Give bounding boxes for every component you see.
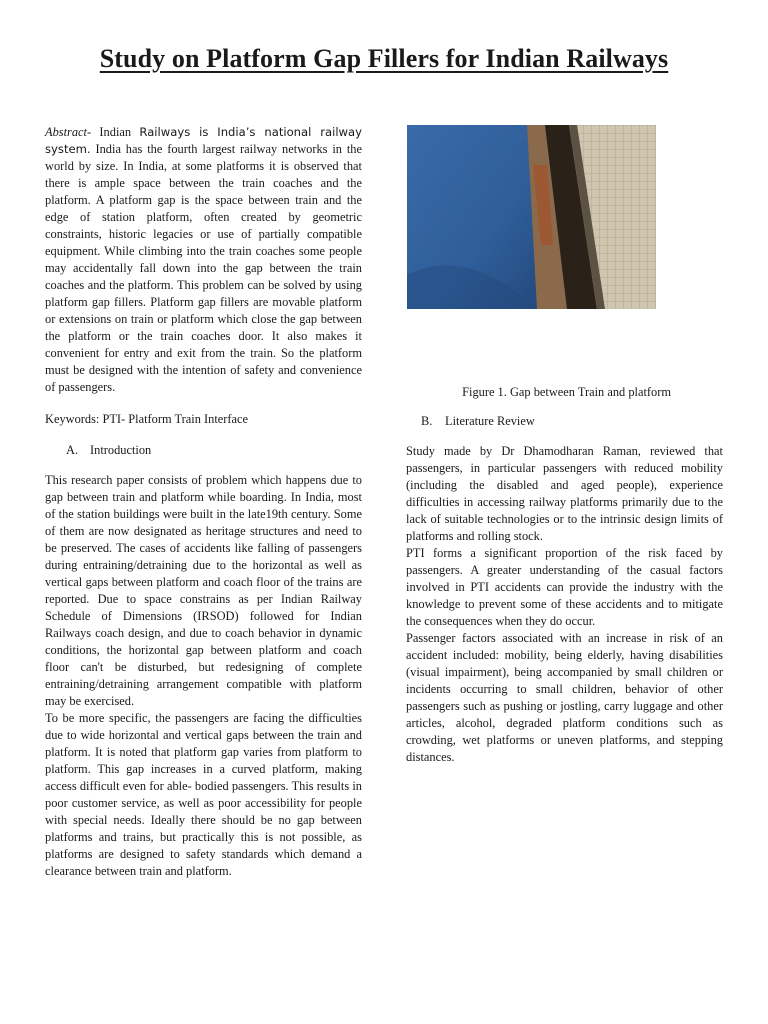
abstract-label: Abstract [45, 125, 87, 139]
left-column [45, 124, 362, 880]
section-a-title: Introduction [90, 443, 152, 457]
figure-1-image [407, 125, 656, 309]
paper-title: Study on Platform Gap Fillers for Indian Railways [99, 44, 669, 73]
keywords: Keywords: PTI- Platform Train Interface [45, 412, 249, 426]
intro-paragraph-1: This research paper consists of problem which happens due to gap between train and platform while boarding. In India, most of the station buildings were built in the late19th century. Some of them are now designated as heritage structures and need to be preserved. The cases of accidents like falling of passengers during entraining/detraining due to the horizontal as well as vertical gaps between platform and coach floor of the trains are reported. Due to space constrains as per Indian Railway Schedule of Dimensions (IRSOD) followed for Indian Railways coach design, and due to coach behavior in dynamic conditions, the horizontal gap between platform and coach floor can't be disturbed, but redesigning of complete entraining/detraining arrangement compatible with platform may be exercised. [45, 473, 362, 708]
intro-paragraph-2: To be more specific, the passengers are facing the difficulties due to wide horizontal and vertical gaps between the train and platform. It is noted that platform gap varies from platform to platform. This gap increases in a curved platform, making access difficult even for able- bodied passengers. This results in poor customer service, as well as poor accessibility for people with special needs. Ideally there should be no gap between platforms and trains, but practically this is not possible, as platforms are designed to safety standards which demand a clearance between train and platform. [45, 711, 362, 878]
abstract-dash: - Indian [87, 125, 140, 139]
abstract-text: India has the fourth largest railway networks in the world by size. In India, at some platforms it is observed that there is ample space between the train coaches and the platform. A platform gap is the space between train and the edge of station platform, often created by geometric constraints, historic legacies or use of partially compatible equipment. While climbing into the train coaches some people may accidentally fall down into the gap between the train coaches and the platform. This problem can be solved by using platform gap fillers. Platform gap fillers are movable platform or extensions on train or platform which close the gap between the platform or the train coaches door. It also makes it convenient for entry and exit from the train. So the platform must be designed with the intention of safety and convenience of passengers. [45, 142, 362, 394]
literature-paragraph-1: Study made by Dr Dhamodharan Raman, reviewed that passengers, in particular passengers with reduced mobility (including the disabled and aged people), experience difficulties in accessing railway platforms primarily due to the lack of suitable technologies or to the intrinsic design limits of platforms and rolling stock. [406, 444, 723, 543]
literature-paragraph-3: Passenger factors associated with an increase in risk of an accident included: mobility, being elderly, having disabilities (visual impairment), being accompanied by small children or incidents occurring to small children, behavior of other passengers such as pushing or jostling, carry luggage and other articles, alcohol, degraded platform conditions such as crowding, wet platforms or uneven platforms, and stepping distances. [406, 631, 723, 764]
right-column [406, 124, 723, 766]
literature-paragraph-2: PTI forms a significant proportion of the risk faced by passengers. A greater understanding of the casual factors involved in PTI accidents can provide the industry with the knowledge to prevent some of these accidents and to mitigate the consequences when they do occur. [406, 546, 723, 628]
section-a-number: A. [66, 443, 79, 457]
section-b-number: B. [421, 414, 433, 428]
section-b-title: Literature Review [445, 414, 535, 428]
figure-1-caption: Figure 1. Gap between Train and platform [462, 385, 671, 399]
train-platform-gap-photo [407, 125, 656, 309]
section-a-heading [66, 442, 362, 459]
section-b-heading [421, 413, 723, 430]
abstract-lead: Railways is India’s national railway system. [45, 125, 363, 156]
abstract-paragraph [45, 124, 362, 396]
